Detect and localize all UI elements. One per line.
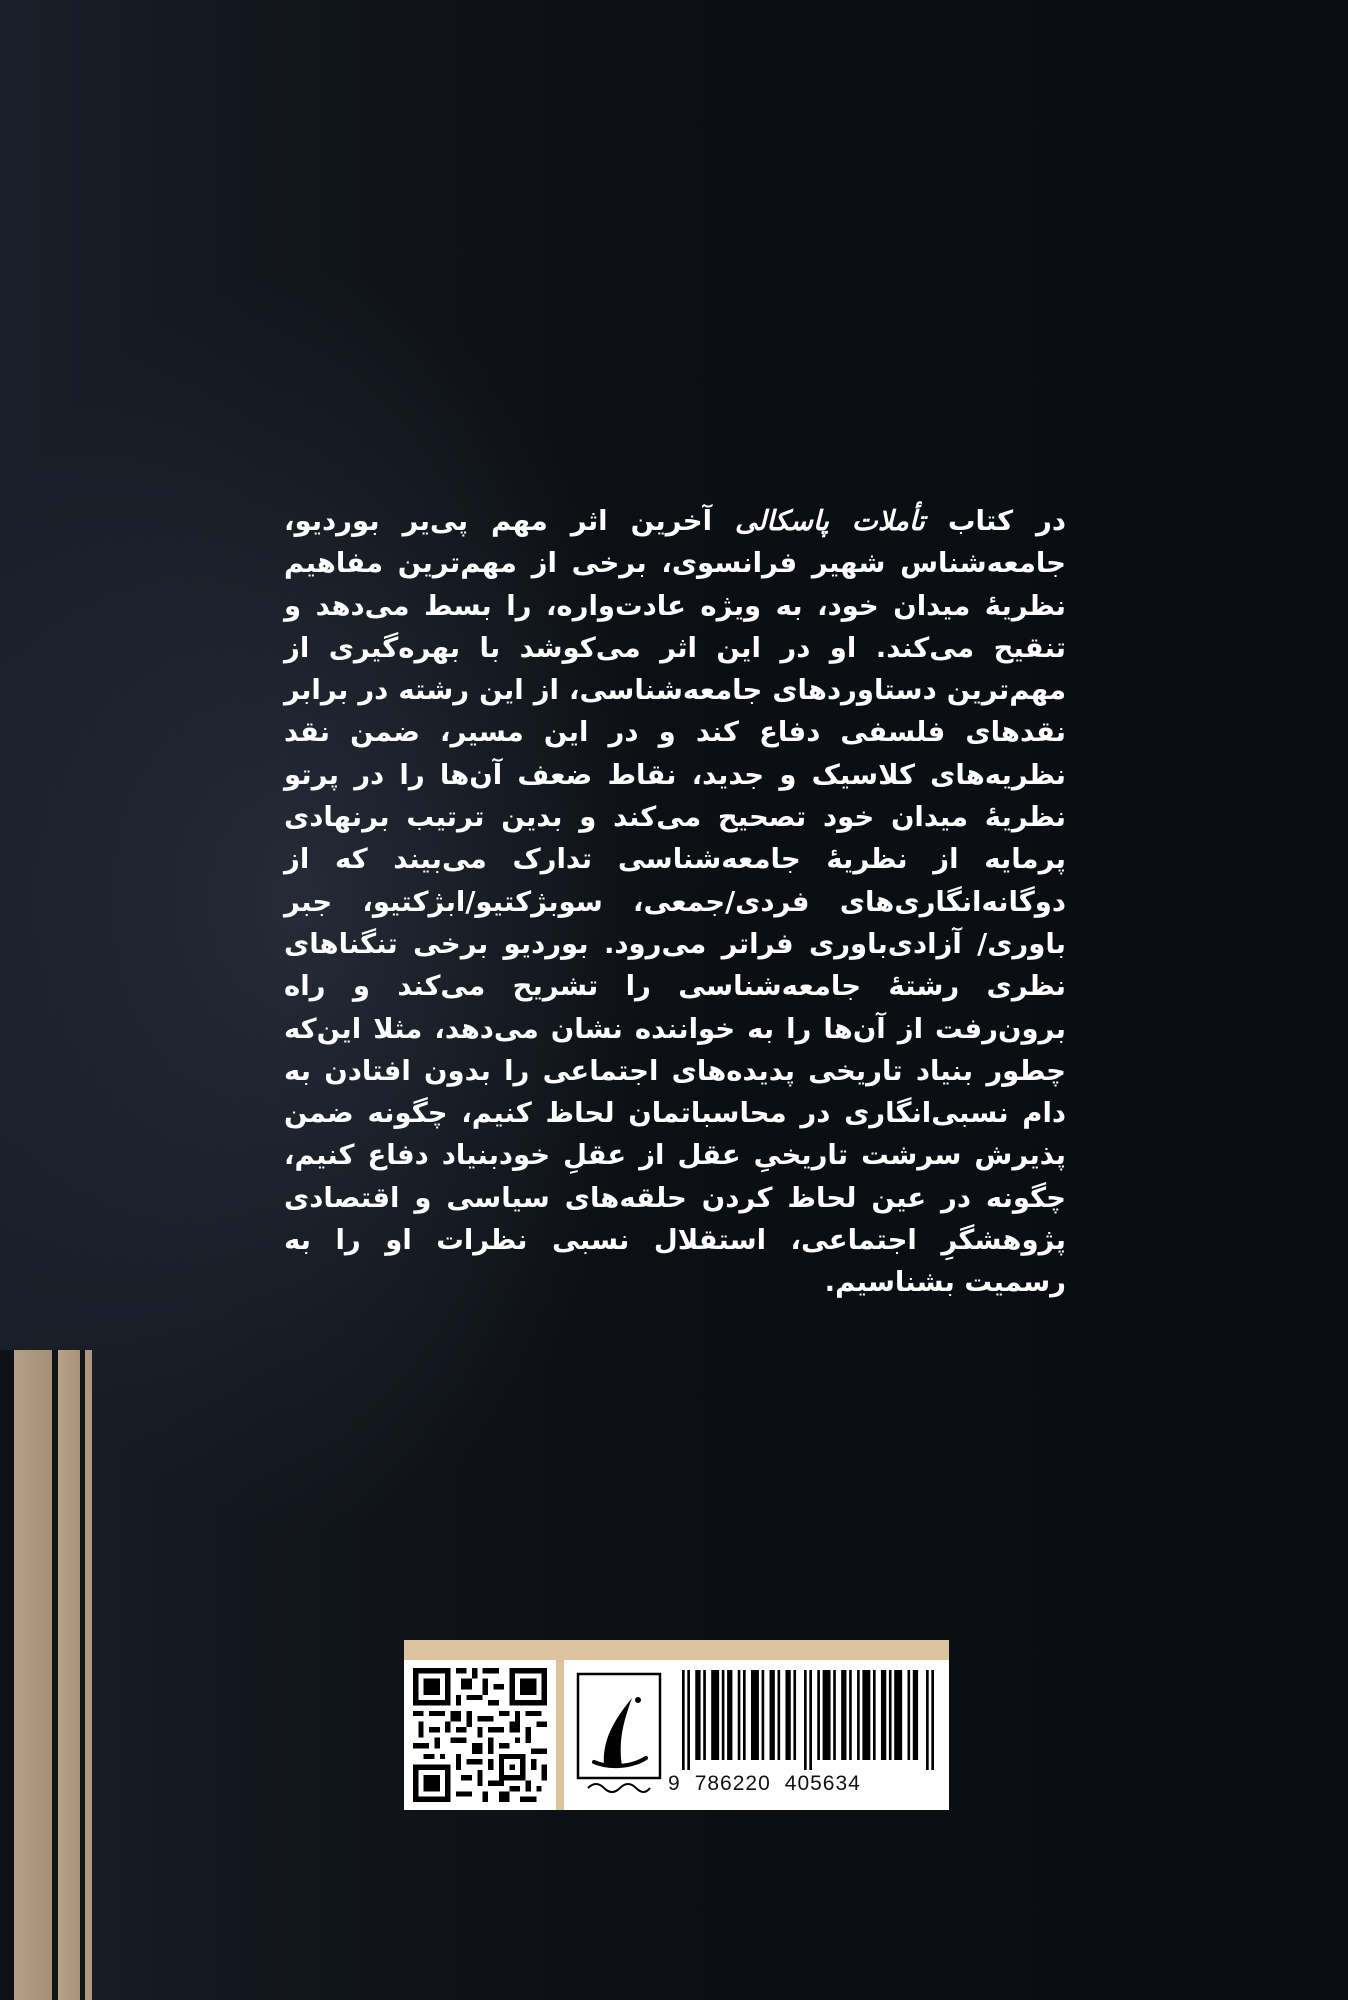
isbn-number — [668, 1772, 943, 1796]
panel-divider — [556, 1660, 564, 1810]
barcode-panel — [404, 1640, 949, 1810]
publisher-logo-icon — [574, 1670, 664, 1798]
book-title-italic: تأملات پاسکالی — [734, 505, 925, 537]
qr-code — [404, 1660, 556, 1810]
isbn-lead-digit: 9 — [668, 1772, 681, 1795]
qr-code-icon — [412, 1668, 548, 1802]
barcode-icon — [682, 1670, 934, 1770]
blurb-intro: در کتاب — [924, 505, 1066, 537]
edge-stripes-decoration — [0, 1350, 100, 2000]
isbn-barcode-box — [564, 1660, 949, 1810]
back-cover-blurb — [284, 500, 1066, 1304]
isbn-group-left: 786220 — [694, 1772, 771, 1795]
blurb-body: آخرین اثر مهم پی‌یر بوردیو، جامعه‌شناس شهیر فرانسوی، برخی از مهم‌ترین مفاهیم نظریهٔ میدان خود، به ویژه عادت‌واره، را بسط می‌دهد و تنقیح می‌کند. او در این اثر می‌کوشد با بهره‌گیری از مهم‌ترین دستاوردهای جامعه‌شناسی، از این رشته در برابر نقدهای فلسفی دفاع کند و در این مسیر، ضمن نقد نظریه‌های کلاسیک و جدید، نقاط ضعف آن‌ها را در پرتو نظریهٔ میدان خود تصحیح می‌کند و بدین ترتیب برنهادی پرمایه از نظریهٔ جامعه‌شناسی تدارک می‌بیند که از دوگانه‌انگاری‌های فردی/جمعی، سوبژکتیو/ابژکتیو، جبر باوری/ آزادی‌باوری فراتر می‌رود. بوردیو برخی تنگناهای نظری رشتهٔ جامعه‌شناسی را تشریح می‌کند و راه برون‌رفت از آن‌ها را به خواننده نشان می‌دهد، مثلا این‌که چطور بنیاد تاریخی پدیده‌های اجتماعی را بدون افتادن به دام نسبی‌انگاری در محاسباتمان لحاظ کنیم، چگونه ضمن پذیرش سرشت تاریخیِ عقل از عقلِ خودبنیاد دفاع کنیم، چگونه در عین لحاظ کردن حلقه‌های سیاسی و اقتصادی پژوهشگرِ اجتماعی، استقلال نسبی نظرات او را به رسمیت بشناسیم. — [284, 505, 1066, 1299]
isbn-group-right: 405634 — [784, 1772, 861, 1795]
